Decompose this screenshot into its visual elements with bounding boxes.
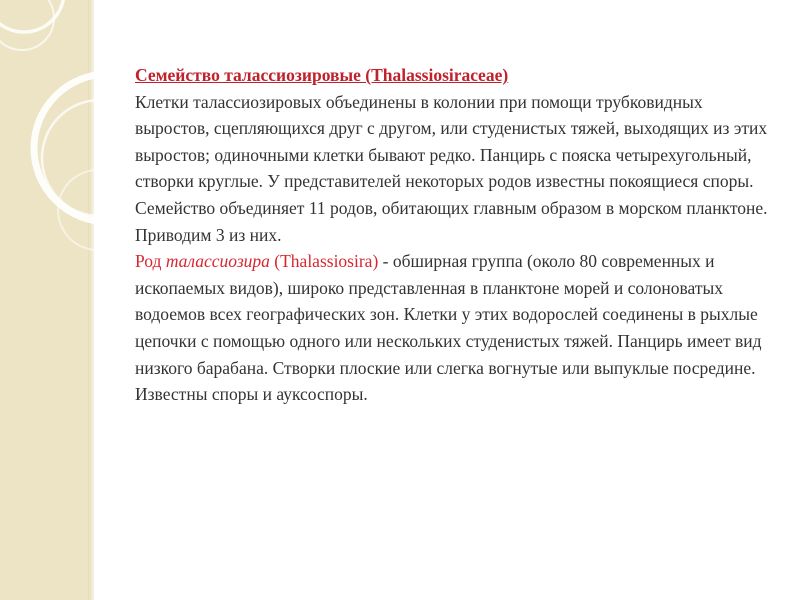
family-paragraph: Клетки талассиозировых объединены в колонии при помощи трубковидных выростов, сцепляющихся друг с другом, или студенистых тяжей, выходящих из этих выростов; одиночными клетки бывают редко. Панцирь с пояска четырехугольный, створки круглые. У представителей некоторых родов известны покоящиеся споры. Семейство объединяет 11 родов, обитающих главным образом в морском планктоне. Приводим 3 из них. xyxy=(135,91,768,245)
genus-description xyxy=(135,248,775,408)
family-description xyxy=(135,62,775,248)
genus-name-ru: талассиозира xyxy=(165,251,270,272)
genus-name-latin: (Thalassiosira) xyxy=(269,251,379,272)
genus-paragraph: - обширная группа (около 80 современных и ископаемых видов), широко представленная в планктоне морей и солоноватых водоемов всех географических зон. Клетки у этих водорослей соединены в рыхлые цепочки с помощью одного или нескольких студенистых тяжей. Панцирь имеет вид низкого барабана. Створки плоские или слегка вогнутые или выпуклые посредине. Известны споры и ауксоспоры. xyxy=(135,251,762,405)
family-heading: Семейство талассиозировые (Thalassiosiraceae) xyxy=(135,65,509,85)
slide-content xyxy=(135,62,775,408)
genus-prefix: Род xyxy=(135,251,166,272)
